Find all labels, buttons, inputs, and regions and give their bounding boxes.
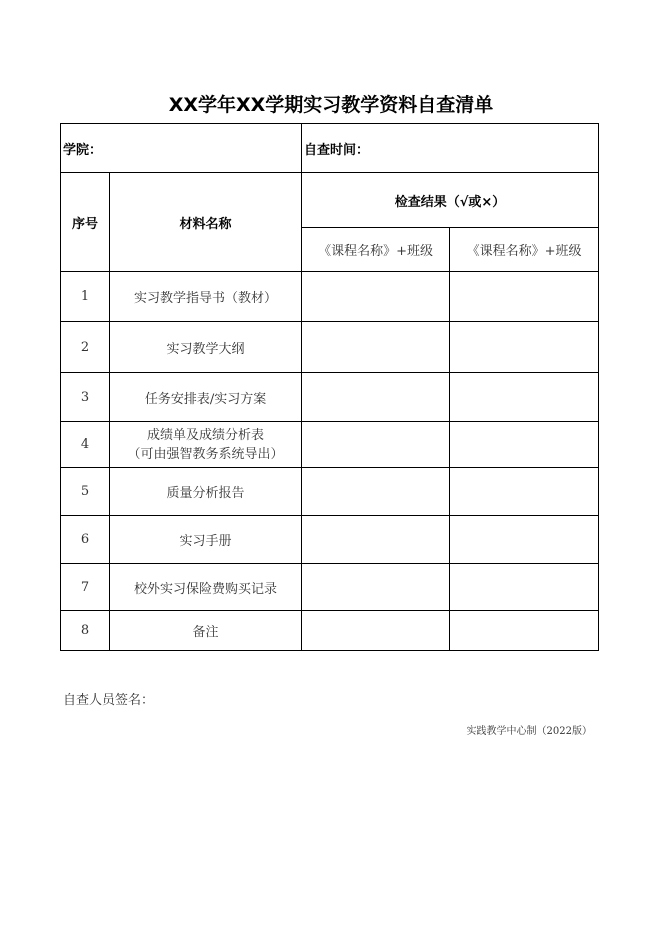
row-material-name-line-2: （可由强智教务系统导出）	[127, 446, 284, 462]
row-result-cell-2[interactable]	[450, 516, 599, 564]
row-result-cell-1[interactable]	[302, 272, 450, 322]
signature-label: 自查人员签名：	[63, 693, 155, 708]
column-header-row	[61, 173, 599, 228]
row-result-cell-2[interactable]	[450, 272, 599, 322]
row-result-cell-2[interactable]	[450, 564, 599, 611]
row-material-name: 实习教学大纲	[110, 322, 302, 373]
column-header-course-1: 《课程名称》+班级	[302, 228, 450, 272]
table-row	[61, 422, 599, 468]
row-result-cell-1[interactable]	[302, 468, 450, 516]
footer-note: 实践教学中心制（2022版）	[466, 726, 592, 737]
column-header-index: 序号	[61, 173, 110, 272]
college-field[interactable]: 学院：	[61, 124, 302, 173]
row-index: 3	[61, 373, 110, 422]
checklist-table	[60, 123, 599, 651]
row-result-cell-1[interactable]	[302, 611, 450, 651]
header-info-row	[61, 124, 599, 173]
row-result-cell-2[interactable]	[450, 611, 599, 651]
row-index: 1	[61, 272, 110, 322]
row-material-name: 备注	[110, 611, 302, 651]
row-material-name: 质量分析报告	[110, 468, 302, 516]
row-material-name-line-1: 成绩单及成绩分析表	[147, 427, 265, 443]
check-time-field[interactable]: 自查时间：	[302, 124, 599, 173]
row-result-cell-1[interactable]	[302, 516, 450, 564]
table-row	[61, 468, 599, 516]
table-row	[61, 516, 599, 564]
column-header-check-result: 检查结果（√或×）	[302, 173, 599, 228]
row-index: 4	[61, 422, 110, 468]
row-index: 7	[61, 564, 110, 611]
row-index: 5	[61, 468, 110, 516]
column-header-course-2: 《课程名称》+班级	[450, 228, 599, 272]
row-index: 8	[61, 611, 110, 651]
row-result-cell-1[interactable]	[302, 564, 450, 611]
column-header-material-name: 材料名称	[110, 173, 302, 272]
row-material-name	[110, 422, 302, 468]
table-row	[61, 611, 599, 651]
table-row	[61, 272, 599, 322]
row-index: 6	[61, 516, 110, 564]
table-row	[61, 564, 599, 611]
table-row	[61, 373, 599, 422]
row-material-name: 实习手册	[110, 516, 302, 564]
document-title: XX学年XX学期实习教学资料自查清单	[168, 94, 494, 116]
row-result-cell-2[interactable]	[450, 468, 599, 516]
row-material-name: 实习教学指导书（教材）	[110, 272, 302, 322]
row-result-cell-1[interactable]	[302, 373, 450, 422]
row-material-name: 校外实习保险费购买记录	[110, 564, 302, 611]
row-result-cell-2[interactable]	[450, 373, 599, 422]
row-material-name: 任务安排表/实习方案	[110, 373, 302, 422]
row-result-cell-2[interactable]	[450, 422, 599, 468]
row-result-cell-2[interactable]	[450, 322, 599, 373]
row-index: 2	[61, 322, 110, 373]
table-row	[61, 322, 599, 373]
row-result-cell-1[interactable]	[302, 322, 450, 373]
row-result-cell-1[interactable]	[302, 422, 450, 468]
